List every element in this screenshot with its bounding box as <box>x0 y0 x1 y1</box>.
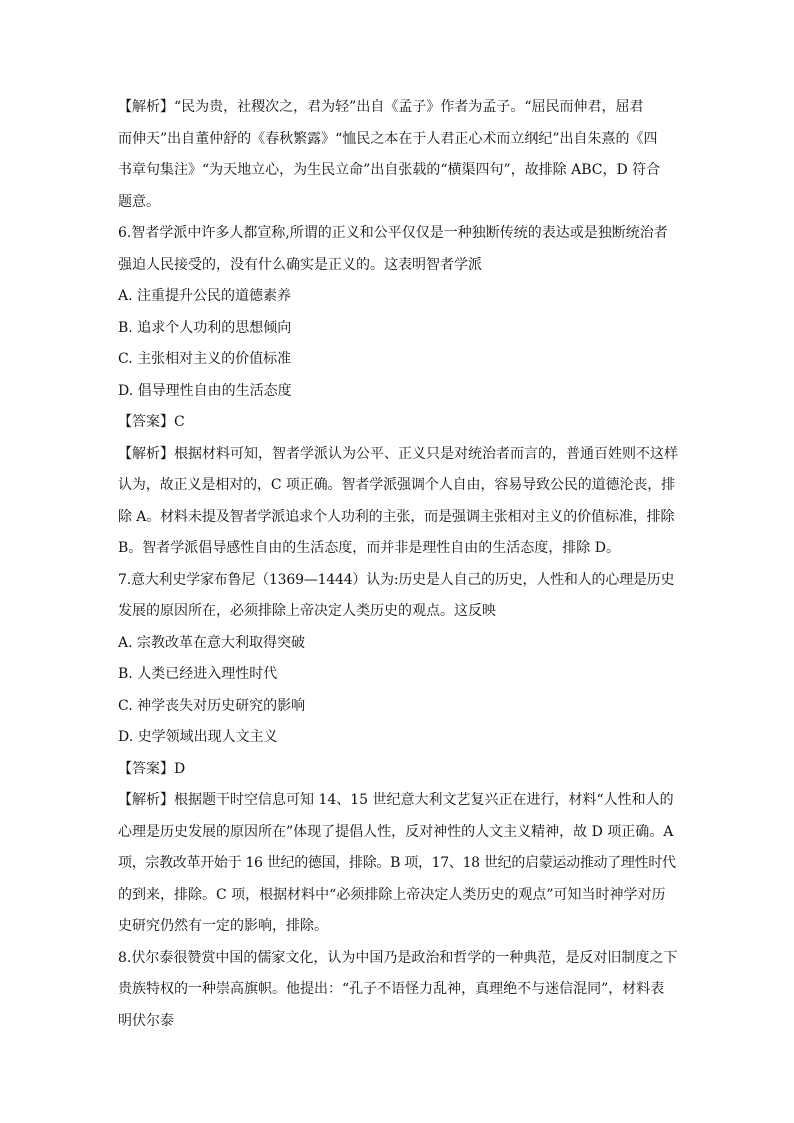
question-7-explanation: 项，宗教改革开始于 16 世纪的德国，排除。B 项，17、18 世纪的启蒙运动推动了理性时代 <box>118 855 676 871</box>
question-6-option-a: A. 注重提升公民的道德素养 <box>118 288 292 304</box>
question-7-stem: 7.意大利史学家布鲁尼（1369—1444）认为:历史是人自己的历史，人性和人的心理是历史 <box>118 571 675 588</box>
question-7-explanation: 史研究仍然有一定的影响，排除。 <box>118 918 328 934</box>
text-line: 题意。 <box>118 193 160 210</box>
question-8-stem: 明伏尔泰 <box>118 1012 174 1029</box>
question-6-option-d: D. 倡导理性自由的生活态度 <box>118 382 292 399</box>
document-page <box>118 92 678 1037</box>
question-8-stem: 贵族特权的一种崇高旗帜。他提出：“孔子不语怪力乱神，真理绝不与迷信混同”，材料表 <box>118 981 665 997</box>
question-6-answer: 【答案】C <box>118 414 185 430</box>
text-line: 书章句集注》“为天地立心，为生民立命”出自张载的“横渠四句”，故排除 ABC，D 符合 <box>118 162 661 178</box>
question-7-option-b: B. 人类已经进入理性时代 <box>118 666 278 682</box>
question-8-stem: 8.伏尔泰很赞赏中国的儒家文化，认为中国乃是政治和哲学的一种典范，是反对旧制度之下 <box>118 949 678 966</box>
question-6-stem: 强迫人民接受的，没有什么确实是正义的。这表明智者学派 <box>118 256 482 273</box>
question-6-option-b: B. 追求个人功利的思想倾向 <box>118 319 292 336</box>
question-7-answer: 【答案】D <box>118 760 186 777</box>
question-6-explanation: B。智者学派倡导感性自由的生活态度，而并非是理性自由的生活态度，排除 D。 <box>118 540 620 556</box>
question-7-option-a: A. 宗教改革在意大利取得突破 <box>118 634 306 651</box>
text-line: 而伸天”出自董仲舒的《春秋繁露》“恤民之本在于人君正心术而立纲纪”出自朱熹的《四 <box>118 130 658 147</box>
question-6-explanation: 认为，故正义是相对的，C 项正确。智者学派强调个人自由，容易导致公民的道德沦丧，排 <box>118 477 676 493</box>
question-6-explanation: 【解析】根据材料可知，智者学派认为公平、正义只是对统治者而言的，普通百姓则不这样 <box>118 445 678 462</box>
question-6-stem: 6.智者学派中许多人都宣称,所谓的正义和公平仅仅是一种独断传统的表达或是独断统治者 <box>118 225 668 241</box>
question-7-explanation: 【解析】根据题干时空信息可知 14、15 世纪意大利文艺复兴正在进行，材料“人性和人的 <box>118 792 674 808</box>
text-line: 【解析】“民为贵，社稷次之，君为轻”出自《孟子》作者为孟子。“屈民而伸君，屈君 <box>118 99 644 115</box>
question-6-explanation: 除 A。材料未提及智者学派追求个人功利的主张，而是强调主张相对主义的价值标准，排除 <box>118 508 675 525</box>
question-7-explanation: 心理是历史发展的原因所在”体现了提倡人性，反对神性的人文主义精神，故 D 项正确。A <box>118 823 674 840</box>
question-7-option-c: C. 神学丧失对历史研究的影响 <box>118 697 306 714</box>
question-7-explanation: 的到来，排除。C 项，根据材料中“必须排除上帝决定人类历史的观点”可知当时神学对历 <box>118 886 666 903</box>
question-7-stem: 发展的原因所在，必须排除上帝决定人类历史的观点。这反映 <box>118 603 496 619</box>
question-7-option-d: D. 史学领域出现人文主义 <box>118 729 278 745</box>
question-6-option-c: C. 主张相对主义的价值标准 <box>118 351 292 367</box>
